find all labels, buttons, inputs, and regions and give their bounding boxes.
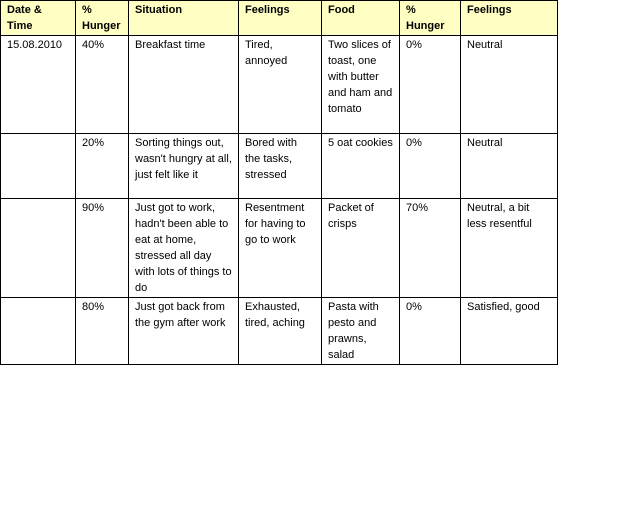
cell-situation: Just got to work, hadn't been able to eat at home, stressed all day with lots of things to do [129, 199, 239, 298]
cell-feelings-after: Neutral, a bit less resentful [461, 199, 558, 298]
header-feelings-before: Feelings [239, 1, 322, 36]
cell-date: 15.08.2010 [1, 36, 76, 134]
cell-date [1, 298, 76, 365]
table-row [1, 199, 558, 298]
cell-hunger-after: 0% [400, 134, 461, 199]
header-row [1, 1, 558, 36]
cell-situation: Just got back from the gym after work [129, 298, 239, 365]
cell-feelings-after: Neutral [461, 134, 558, 199]
cell-hunger-before: 90% [76, 199, 129, 298]
header-situation: Situation [129, 1, 239, 36]
cell-hunger-before: 80% [76, 298, 129, 365]
cell-hunger-before: 20% [76, 134, 129, 199]
cell-hunger-after: 70% [400, 199, 461, 298]
table-row [1, 134, 558, 199]
cell-food: Packet of crisps [322, 199, 400, 298]
cell-feelings-after: Satisfied, good [461, 298, 558, 365]
cell-feelings-before: Bored with the tasks, stressed [239, 134, 322, 199]
header-food: Food [322, 1, 400, 36]
cell-food: Pasta with pesto and prawns, salad [322, 298, 400, 365]
header-feelings-after: Feelings [461, 1, 558, 36]
header-hunger-before: % Hunger [76, 1, 129, 36]
header-date-time: Date & Time [1, 1, 76, 36]
cell-hunger-after: 0% [400, 36, 461, 134]
cell-food: 5 oat cookies [322, 134, 400, 199]
cell-hunger-after: 0% [400, 298, 461, 365]
header-hunger-after: % Hunger [400, 1, 461, 36]
cell-feelings-before: Tired, annoyed [239, 36, 322, 134]
cell-situation: Sorting things out, wasn't hungry at all, just felt like it [129, 134, 239, 199]
cell-feelings-before: Resentment for having to go to work [239, 199, 322, 298]
cell-food: Two slices of toast, one with butter and ham and tomato [322, 36, 400, 134]
cell-date [1, 134, 76, 199]
table-row [1, 36, 558, 134]
cell-feelings-before: Exhausted, tired, aching [239, 298, 322, 365]
cell-feelings-after: Neutral [461, 36, 558, 134]
cell-date [1, 199, 76, 298]
table-row [1, 298, 558, 365]
cell-situation: Breakfast time [129, 36, 239, 134]
cell-hunger-before: 40% [76, 36, 129, 134]
